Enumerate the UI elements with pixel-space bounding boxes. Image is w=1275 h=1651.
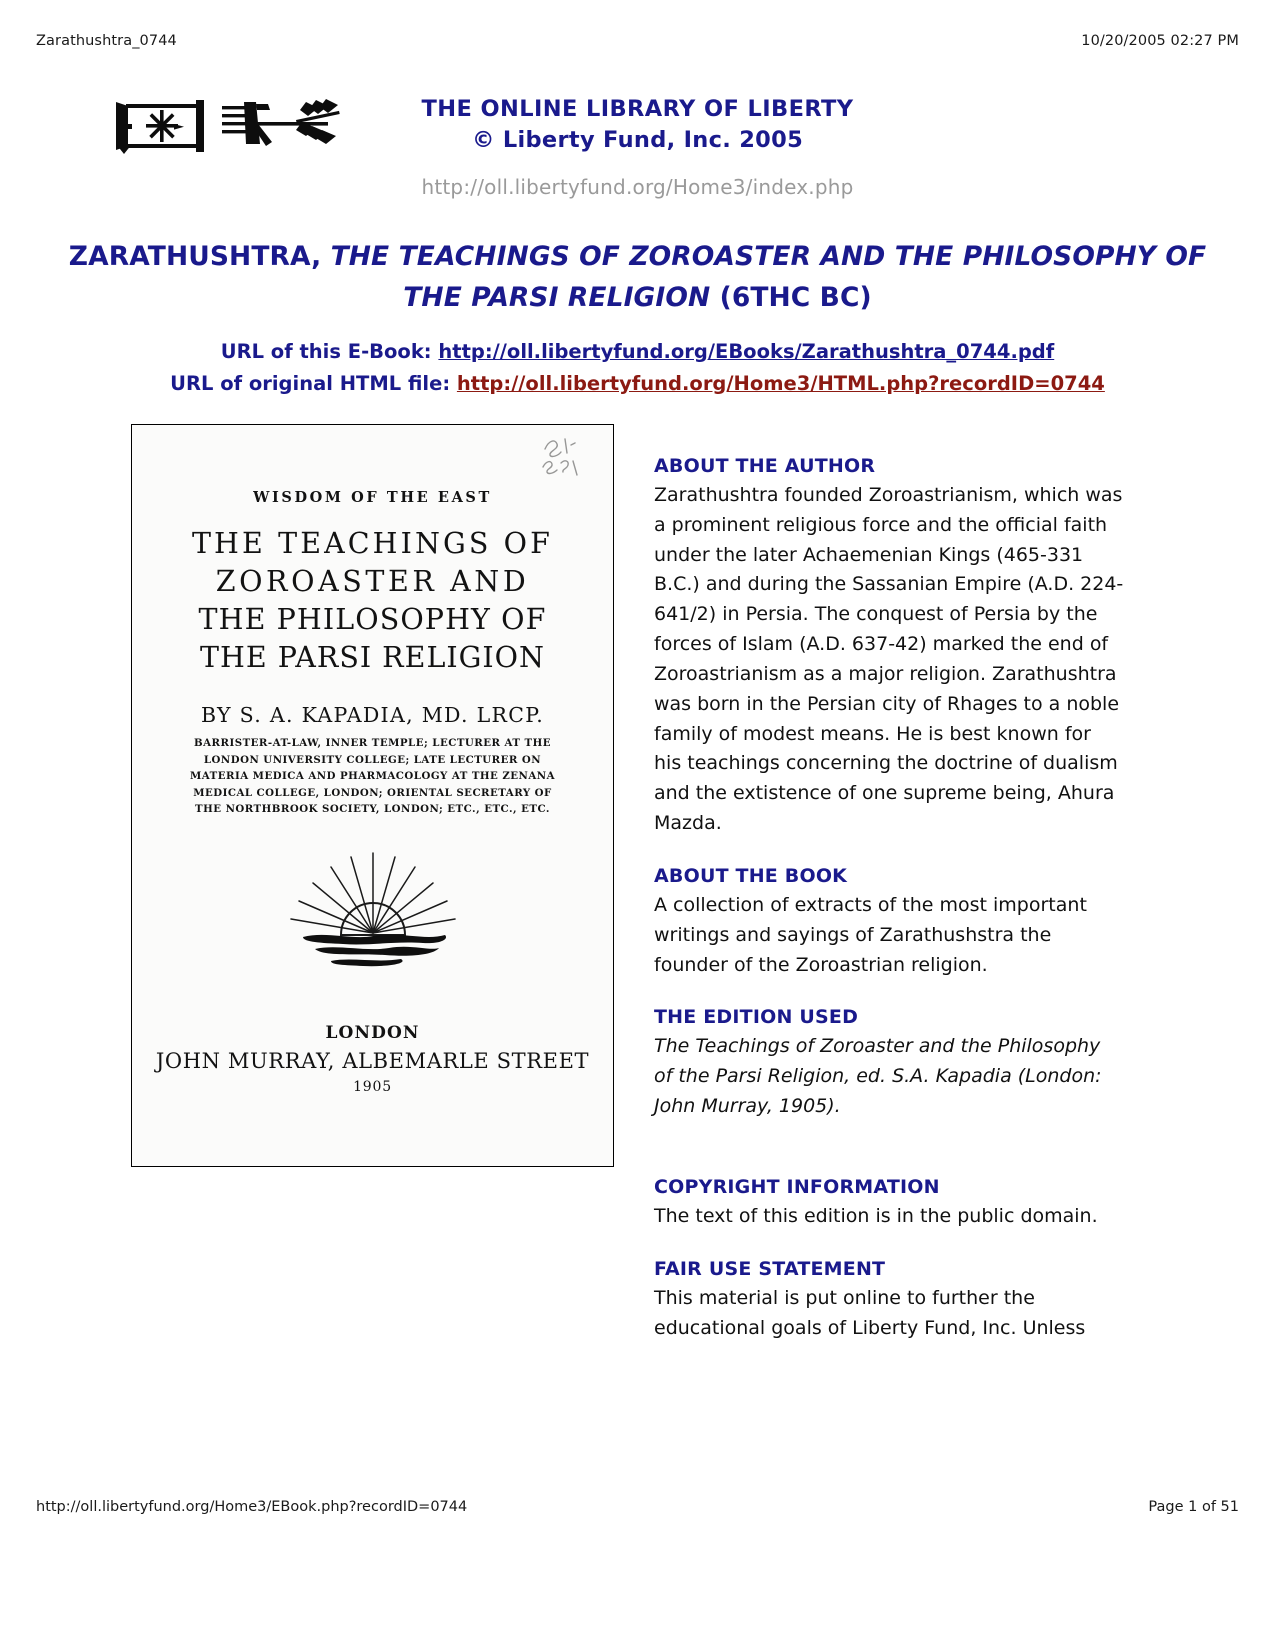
site-url[interactable]: http://oll.libertyfund.org/Home3/index.php	[421, 175, 854, 199]
cover-author-credentials	[180, 735, 565, 818]
cover-title-line: ZOROASTER AND	[215, 564, 530, 598]
footer-source-url[interactable]: http://oll.libertyfund.org/Home3/EBook.php?recordID=0744	[36, 1499, 468, 1515]
book-cover-image	[131, 424, 614, 1167]
section-heading: COPYRIGHT INFORMATION	[654, 1175, 940, 1198]
title-prefix: ZARATHUSHTRA,	[68, 241, 331, 272]
html-url-label: URL of original HTML file:	[170, 371, 457, 395]
cover-year: 1905	[353, 1079, 392, 1095]
cover-series-label: WISDOM OF THE EAST	[253, 489, 492, 506]
credential-line: BARRISTER-AT-LAW, INNER TEMPLE; LECTURER AT THE	[194, 737, 551, 749]
section-body: This material is put online to further the educational goals of Liberty Fund, Inc. Unless	[654, 1286, 1086, 1339]
section-heading: ABOUT THE AUTHOR	[654, 455, 876, 477]
section-fair-use-statement	[654, 1258, 1124, 1344]
page-footer	[36, 1499, 1239, 1515]
section-body: A collection of extracts of the most important writings and sayings of Zarathushstra the founder of the Zoroastrian religion.	[654, 893, 1087, 976]
metadata-column	[654, 455, 1124, 1369]
handwritten-pencil-annotation-icon	[537, 433, 599, 479]
section-about-the-book	[654, 865, 1124, 980]
ebook-url-line	[56, 336, 1219, 368]
cover-publisher: JOHN MURRAY, ALBEMARLE STREET	[155, 1049, 590, 1073]
masthead	[36, 86, 1239, 166]
title-italic-part: THE TEACHINGS OF ZOROASTER AND THE PHILOSOPHY OF THE PARSI RELIGION	[330, 241, 1207, 314]
ebook-url-link[interactable]: http://oll.libertyfund.org/EBooks/Zarathushtra_0744.pdf	[438, 340, 1055, 363]
ebook-url-label: URL of this E-Book:	[220, 340, 439, 363]
header-file-name: Zarathushtra_0744	[36, 33, 177, 49]
credential-line: MEDICAL COLLEGE, LONDON; ORIENTAL SECRETARY OF	[193, 786, 552, 799]
credential-line: MATERIA MEDICA AND PHARMACOLOGY AT THE ZENANA	[190, 770, 555, 783]
masthead-text	[36, 94, 1239, 158]
section-the-edition-used	[654, 1006, 1124, 1121]
html-url-link[interactable]: http://oll.libertyfund.org/Home3/HTML.php?recordID=0744	[456, 371, 1105, 395]
section-body: The Teachings of Zoroaster and the Philosophy of the Parsi Religion, ed. S.A. Kapadia (London: John Murray, 1905).	[654, 1035, 1102, 1118]
cover-title-line: THE PHILOSOPHY OF	[198, 602, 547, 636]
html-url-line	[56, 368, 1219, 400]
title-suffix: (6THC BC)	[710, 282, 872, 314]
section-about-the-author	[654, 455, 1124, 839]
rising-sun-over-water-icon	[273, 845, 473, 980]
cover-city: LONDON	[325, 1023, 420, 1043]
section-copyright-information	[654, 1176, 1124, 1232]
cover-title-line: THE TEACHINGS OF	[191, 527, 554, 560]
credential-line: THE NORTHBROOK SOCIETY, LONDON; ETC., ETC., ETC.	[195, 803, 550, 816]
running-header	[36, 33, 1239, 49]
header-timestamp: 10/20/2005 02:27 PM	[1081, 33, 1239, 49]
section-body: Zarathushtra founded Zoroastrianism, which was a prominent religious force and the official faith under the later Achaemenian Kings (465-331 B.C.) and during the Sassanian Empire (A.D. 224-641/2) in Persia. The conquest of Persia by the forces of Islam (A.D. 637-42) marked the end of Zoroastrianism as a major religion. Zarathushtra was born in the Persian city of Rhages to a noble family of modest means. He is best known for his teachings concerning the doctrine of dualism and the extistence of one supreme being, Ahura Mazda.	[654, 484, 1124, 835]
cover-author: BY S. A. KAPADIA, MD. LRCP.	[200, 703, 545, 727]
copyright-line: © Liberty Fund, Inc. 2005	[471, 127, 804, 154]
org-name: THE ONLINE LIBRARY OF LIBERTY	[421, 96, 854, 122]
section-heading: ABOUT THE BOOK	[654, 864, 848, 887]
cover-title-line: THE PARSI RELIGION	[200, 640, 545, 674]
footer-page-indicator: Page 1 of 51	[1148, 1499, 1239, 1515]
credential-line: LONDON UNIVERSITY COLLEGE; LATE LECTURER ON	[203, 753, 542, 766]
page-title	[56, 236, 1219, 318]
section-heading: FAIR USE STATEMENT	[654, 1257, 886, 1280]
section-body: The text of this edition is in the public domain.	[654, 1204, 1098, 1227]
url-block	[56, 336, 1219, 399]
section-heading: THE EDITION USED	[654, 1006, 859, 1029]
cover-title	[148, 525, 597, 677]
